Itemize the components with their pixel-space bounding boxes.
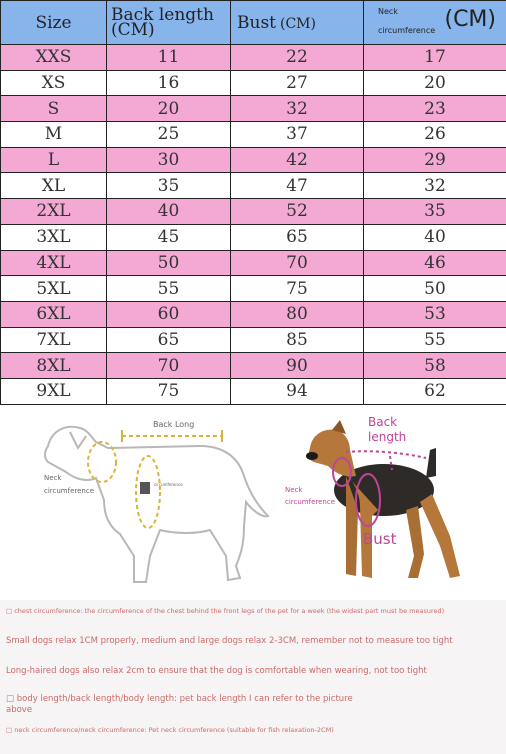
cell-bust: 70 — [231, 250, 364, 276]
header-size: Size — [1, 1, 107, 45]
cell-bust: 47 — [231, 173, 364, 199]
neck-label-right-2: circumference — [285, 498, 336, 506]
back-length-label-1: Back — [368, 415, 398, 429]
header-bust-label: Bust — [237, 12, 276, 33]
table-row — [1, 173, 506, 199]
cell-neck: 35 — [364, 199, 506, 225]
cell-size: M — [1, 122, 107, 148]
cell-bust: 37 — [231, 122, 364, 148]
cell-back: 35 — [107, 173, 231, 199]
table-row — [1, 147, 506, 173]
cell-size: L — [1, 147, 107, 173]
header-neck-label-2: circumference — [378, 26, 436, 35]
measurement-notes — [0, 600, 506, 754]
dog-ear-outline — [70, 432, 86, 448]
header-bust-unit: (CM) — [280, 15, 316, 32]
cell-bust: 80 — [231, 301, 364, 327]
cell-back: 75 — [107, 378, 231, 404]
cell-neck: 32 — [364, 173, 506, 199]
dog-nose — [306, 452, 318, 460]
note-neck: □ neck circumference/neck circumference: Pet neck circumference (suitable for fish relaxation-2CM) — [6, 726, 334, 734]
table-row — [1, 378, 506, 404]
cell-bust: 94 — [231, 378, 364, 404]
cell-bust: 65 — [231, 224, 364, 250]
table-row — [1, 353, 506, 379]
header-back-unit: (CM) — [111, 19, 155, 40]
measurement-illustrations — [0, 406, 506, 600]
cell-back: 40 — [107, 199, 231, 225]
cell-size: 6XL — [1, 301, 107, 327]
note-back-length-2: above — [6, 705, 33, 715]
cell-size: 2XL — [1, 199, 107, 225]
chest-label-left: circumference — [154, 482, 183, 487]
cell-bust: 85 — [231, 327, 364, 353]
cell-neck: 53 — [364, 301, 506, 327]
neck-label-left: Neck — [44, 474, 62, 482]
table-row — [1, 224, 506, 250]
neck-measure-ring — [88, 442, 116, 482]
dog-hind-leg — [420, 494, 460, 578]
cell-neck: 46 — [364, 250, 506, 276]
table-header-row — [1, 1, 506, 45]
cell-size: XXS — [1, 45, 107, 71]
cell-neck: 23 — [364, 96, 506, 122]
table-row — [1, 250, 506, 276]
cell-back: 20 — [107, 96, 231, 122]
cell-bust: 27 — [231, 70, 364, 96]
cell-size: 9XL — [1, 378, 107, 404]
table-row — [1, 45, 506, 71]
note-chest: □ chest circumference: the circumference of the chest behind the front legs of the pet for a week (the widest part must be measured) — [6, 607, 445, 615]
cell-neck: 50 — [364, 276, 506, 302]
tape-measure-icon — [140, 482, 150, 494]
note-long-hair: Long-haired dogs also relax 2cm to ensure that the dog is comfortable when wearing, not too tight — [6, 666, 427, 676]
table-row — [1, 327, 506, 353]
cell-size: XS — [1, 70, 107, 96]
cell-neck: 26 — [364, 122, 506, 148]
table-row — [1, 301, 506, 327]
cell-back: 50 — [107, 250, 231, 276]
neck-label-left-2: circumference — [44, 487, 95, 495]
cell-back: 60 — [107, 301, 231, 327]
cell-neck: 29 — [364, 147, 506, 173]
cell-back: 70 — [107, 353, 231, 379]
bust-label: Bust — [363, 530, 397, 548]
cell-neck: 17 — [364, 45, 506, 71]
dog-outline-shape — [45, 427, 268, 582]
table-row — [1, 122, 506, 148]
table-row — [1, 199, 506, 225]
cell-size: 5XL — [1, 276, 107, 302]
table-row — [1, 70, 506, 96]
cell-back: 16 — [107, 70, 231, 96]
cell-size: 4XL — [1, 250, 107, 276]
back-length-line — [346, 451, 426, 458]
neck-label-right: Neck — [285, 486, 303, 494]
header-neck-label: Neck — [378, 7, 398, 16]
cell-size: S — [1, 96, 107, 122]
cell-size: 8XL — [1, 353, 107, 379]
header-back-length — [107, 1, 231, 45]
note-relax: Small dogs relax 1CM properly, medium and large dogs relax 2-3CM, remember not to measure too tight — [6, 636, 453, 646]
cell-back: 11 — [107, 45, 231, 71]
cell-back: 45 — [107, 224, 231, 250]
cell-size: 7XL — [1, 327, 107, 353]
cell-neck: 58 — [364, 353, 506, 379]
header-neck-unit: (CM) — [444, 7, 496, 32]
dog-outline-diagram — [0, 406, 280, 600]
cell-bust: 42 — [231, 147, 364, 173]
table-row — [1, 276, 506, 302]
cell-size: 3XL — [1, 224, 107, 250]
header-bust — [231, 1, 364, 45]
cell-size: XL — [1, 173, 107, 199]
cell-neck: 62 — [364, 378, 506, 404]
back-length-label-2: length — [368, 430, 407, 444]
cell-back: 25 — [107, 122, 231, 148]
table-row — [1, 96, 506, 122]
cell-back: 65 — [107, 327, 231, 353]
cell-back: 55 — [107, 276, 231, 302]
header-neck — [364, 1, 506, 45]
header-back-label: Back length — [111, 4, 214, 25]
cell-neck: 40 — [364, 224, 506, 250]
cell-bust: 75 — [231, 276, 364, 302]
cell-bust: 32 — [231, 96, 364, 122]
dog-hind-leg-2 — [406, 506, 424, 578]
back-long-label: Back Long — [153, 420, 195, 429]
cell-neck: 20 — [364, 70, 506, 96]
cell-bust: 22 — [231, 45, 364, 71]
cell-bust: 52 — [231, 199, 364, 225]
note-back-length: □ body length/back length/body length: pet back length I can refer to the picture — [6, 694, 353, 704]
cell-neck: 55 — [364, 327, 506, 353]
cell-bust: 90 — [231, 353, 364, 379]
dog-tail — [426, 448, 436, 478]
cell-back: 30 — [107, 147, 231, 173]
